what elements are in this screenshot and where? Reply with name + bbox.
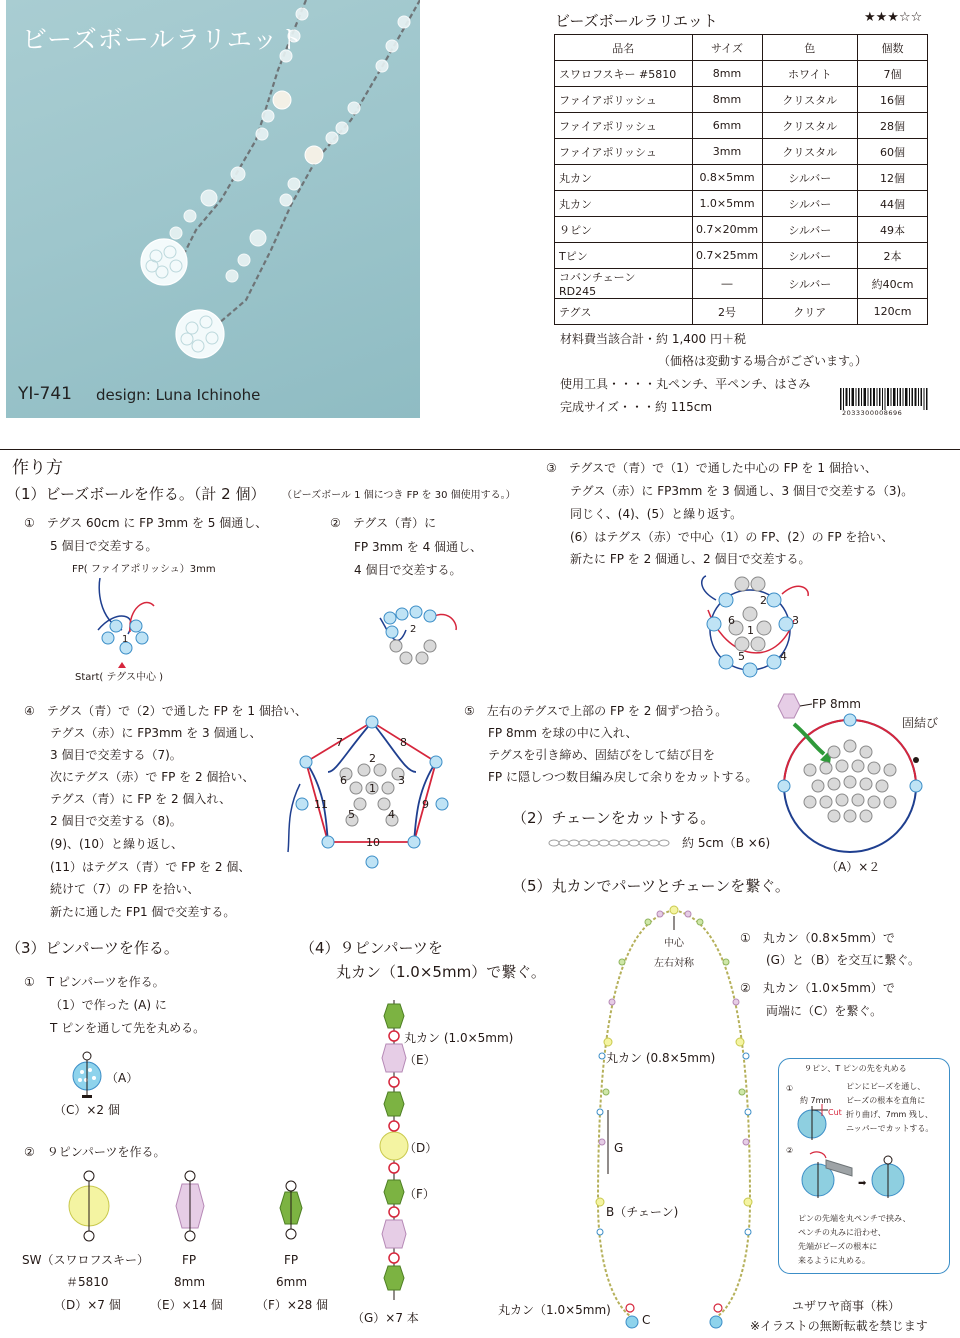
diagram-num: 4 bbox=[780, 650, 787, 663]
sec5-step1-line2: (G）と（B）を交互に繋ぐ。 bbox=[766, 953, 920, 967]
howto-heading: 作り方 bbox=[12, 458, 63, 478]
cell-qty: 28個 bbox=[858, 113, 928, 139]
fp8-size: 8mm bbox=[174, 1275, 206, 1289]
cell-qty: 49本 bbox=[858, 217, 928, 243]
cell-name: テグス bbox=[555, 299, 693, 325]
cell-size: 0.7×20mm bbox=[692, 217, 762, 243]
materials-table bbox=[554, 34, 928, 325]
diagram-num: 8 bbox=[400, 736, 407, 749]
g-label: G bbox=[614, 1141, 624, 1155]
info-num2: ② bbox=[786, 1146, 794, 1155]
step4-diagram bbox=[286, 712, 456, 872]
d-count: （D）×7 個 bbox=[54, 1298, 121, 1312]
product-code: YI-741 bbox=[18, 384, 72, 404]
a-times-2: （A）×２ bbox=[826, 860, 881, 874]
fp6-size: 6mm bbox=[276, 1275, 308, 1289]
sec4-title-line2: 丸カン（1.0×5mm）で繋ぐ。 bbox=[336, 963, 546, 981]
cell-qty: 2本 bbox=[858, 243, 928, 269]
knot-label: 固結び bbox=[902, 716, 939, 730]
step2-line1: ② テグス（青）に bbox=[330, 516, 437, 530]
cell-qty: 12個 bbox=[858, 165, 928, 191]
fp6-bead-part-icon bbox=[274, 1180, 308, 1240]
pattern-title: ビーズボールラリエット bbox=[555, 12, 718, 30]
start-label: Start( テグス中心 ) bbox=[75, 672, 164, 683]
info-text1-line3: 折り曲げ、7mm 残し、 bbox=[846, 1110, 933, 1119]
fp8-bead-part-icon bbox=[170, 1170, 210, 1242]
step4-line7: (9)、(10）と繰り返し、 bbox=[50, 837, 183, 851]
cell-qty: 120cm bbox=[858, 299, 928, 325]
e-label: （E） bbox=[404, 1053, 436, 1067]
material-cost: 材料費当該合計・約 1,400 円＋税 bbox=[560, 332, 746, 346]
cell-size: 0.8×5mm bbox=[692, 165, 762, 191]
diagram-num: 1 bbox=[747, 624, 754, 637]
b-chain-label: B（チェーン) bbox=[606, 1205, 679, 1219]
table-header-row bbox=[555, 35, 928, 61]
step3-diagram bbox=[686, 570, 826, 682]
f-label: （F） bbox=[404, 1187, 435, 1201]
cell-size: 0.7×25mm bbox=[692, 243, 762, 269]
step1-diagram bbox=[88, 578, 168, 670]
step2-line3: 4 個目で交差する。 bbox=[354, 563, 462, 577]
symmetric-label: 左右対称 bbox=[654, 958, 694, 969]
table-row bbox=[555, 165, 928, 191]
sw-number: ＃5810 bbox=[66, 1275, 109, 1289]
cell-name: ９ピン bbox=[555, 217, 693, 243]
info-num1: ① bbox=[786, 1084, 794, 1093]
table-row bbox=[555, 87, 928, 113]
diagram-num: 2 bbox=[410, 624, 417, 635]
cell-color: シルバー bbox=[762, 191, 858, 217]
step4-line3: 3 個目で交差する（7)。 bbox=[50, 748, 182, 762]
a-label: （A） bbox=[106, 1071, 139, 1085]
cell-color: クリスタル bbox=[762, 139, 858, 165]
cell-color: クリア bbox=[762, 299, 858, 325]
copyright-notice: ※イラストの無断転載を禁じます bbox=[750, 1319, 928, 1333]
sec3-title: （3）ピンパーツを作る。 bbox=[6, 939, 179, 957]
diagram-num: 5 bbox=[738, 650, 745, 663]
table-row bbox=[555, 243, 928, 269]
c-label: （C）×2 個 bbox=[54, 1103, 120, 1117]
table-row bbox=[555, 269, 928, 299]
step4-line10: 新たに通した FP1 個で交差する。 bbox=[50, 905, 236, 919]
step5-line3: テグスを引き締め、固結びをして結び目を bbox=[488, 748, 715, 762]
sec5-title: （5）丸カンでパーツとチェーンを繋ぐ。 bbox=[512, 877, 790, 895]
cell-color: シルバー bbox=[762, 165, 858, 191]
cell-size: 8mm bbox=[692, 87, 762, 113]
sec3-step1-line1: ① T ピンパーツを作る。 bbox=[24, 975, 165, 989]
fp-label: FP( ファイアポリッシュ）3mm bbox=[72, 564, 216, 575]
diagram-num: 1 bbox=[122, 634, 129, 645]
info-text1-line2: ビーズの根本を直角に bbox=[846, 1096, 926, 1105]
product-photo bbox=[6, 0, 420, 418]
cell-name: Tピン bbox=[555, 243, 693, 269]
step4-line6: 2 個目で交差する（8)。 bbox=[50, 814, 182, 828]
cell-name: 丸カン bbox=[555, 165, 693, 191]
fp8-label: FP 8mm bbox=[812, 697, 861, 711]
step3-line5: 新たに FP を 2 個通し、2 個目で交差する。 bbox=[570, 552, 811, 566]
cell-qty: 7個 bbox=[858, 61, 928, 87]
cell-qty: 16個 bbox=[858, 87, 928, 113]
step3-line3: 同じく、(4)、(5）と繰り返す。 bbox=[570, 507, 743, 521]
cell-name: 丸カン bbox=[555, 191, 693, 217]
diagram-num: 6 bbox=[340, 774, 347, 787]
info-title: ９ピン、T ピンの先を丸める bbox=[804, 1064, 907, 1073]
sw-name: SW（スワロフスキー） bbox=[22, 1253, 150, 1267]
cell-qty: 60個 bbox=[858, 139, 928, 165]
tools-used: 使用工具・・・・丸ペンチ、平ペンチ、はさみ bbox=[560, 377, 811, 391]
step2-line2: FP 3mm を 4 個通し、 bbox=[354, 540, 483, 554]
d-label: （D） bbox=[404, 1141, 438, 1155]
diagram-num: 11 bbox=[314, 798, 328, 811]
ring-label: 丸カン (1.0×5mm) bbox=[404, 1031, 514, 1045]
step3-line1: ③ テグスで（青）で（1）で通した中心の FP を 1 個拾い、 bbox=[546, 461, 877, 475]
cell-color: シルバー bbox=[762, 243, 858, 269]
fp6-name: FP bbox=[284, 1253, 299, 1267]
diagram-num: 3 bbox=[398, 774, 405, 787]
cell-size: 1.0×5mm bbox=[692, 191, 762, 217]
cell-color: クリスタル bbox=[762, 87, 858, 113]
step2-diagram bbox=[376, 596, 466, 676]
pin-loop-icon bbox=[796, 1150, 916, 1204]
barcode-icon bbox=[840, 388, 930, 410]
info-text2-line2: ペンチの丸みに沿わせ、 bbox=[798, 1228, 886, 1237]
c-end-label: C bbox=[642, 1313, 651, 1327]
info-text2-line4: 来るように丸める。 bbox=[798, 1256, 870, 1265]
step1-line1: ① テグス 60cm に FP 3mm を 5 個通し、 bbox=[24, 516, 268, 530]
info-text2-line1: ピンの先端を丸ペンチで挟み、 bbox=[798, 1214, 911, 1223]
barcode-number: 2033300008696 bbox=[842, 409, 903, 417]
sec2-title: （2）チェーンをカットする。 bbox=[512, 809, 716, 827]
sw-bead-part-icon bbox=[66, 1170, 112, 1242]
step4-line1: ④ テグス（青）で（2）で通した FP を 1 個拾い、 bbox=[24, 704, 307, 718]
table-row bbox=[555, 61, 928, 87]
step3-line2: テグス（赤）に FP3mm を 3 個通し、3 個目で交差する（3)。 bbox=[570, 484, 914, 498]
company-name: ユザワヤ商事（株） bbox=[792, 1299, 901, 1313]
cell-size: 6mm bbox=[692, 113, 762, 139]
cell-size: ― bbox=[692, 269, 762, 299]
finished-size: 完成サイズ・・・約 115cm bbox=[560, 400, 713, 414]
info-text1-line4: ニッパーでカットする。 bbox=[846, 1124, 934, 1133]
diagram-num: 10 bbox=[366, 836, 380, 849]
diagram-num: 2 bbox=[369, 752, 376, 765]
info-cut: Cut bbox=[828, 1108, 842, 1117]
cell-name: スワロフスキー #5810 bbox=[555, 61, 693, 87]
t-pin-part-icon bbox=[70, 1050, 104, 1102]
sec3-step2: ② ９ピンパーツを作る。 bbox=[24, 1145, 166, 1159]
diagram-num: 3 bbox=[792, 614, 799, 627]
sec1-title: （1）ビーズボールを作る。（計 2 個） bbox=[6, 485, 266, 503]
info-length: 約 7mm bbox=[800, 1096, 832, 1105]
col-header-qty: 個数 bbox=[858, 35, 928, 61]
photo-title: ビーズボールラリエット bbox=[22, 25, 305, 54]
ring08-label: 丸カン (0.8×5mm) bbox=[606, 1051, 716, 1065]
cell-color: ホワイト bbox=[762, 61, 858, 87]
cell-size: 3mm bbox=[692, 139, 762, 165]
table-row bbox=[555, 217, 928, 243]
col-header-name: 品名 bbox=[555, 35, 693, 61]
step4-line8: (11）はテグス（青）で FP を 2 個、 bbox=[50, 860, 251, 874]
cell-name: ファイアポリッシュ bbox=[555, 139, 693, 165]
diagram-num: 6 bbox=[728, 614, 735, 627]
table-row bbox=[555, 191, 928, 217]
cell-name: ファイアポリッシュ bbox=[555, 113, 693, 139]
table-row bbox=[555, 113, 928, 139]
f-count: （F）×28 個 bbox=[256, 1298, 329, 1312]
sec3-step1-line2: （1）で作った (A) に bbox=[50, 998, 167, 1012]
cell-size: 8mm bbox=[692, 61, 762, 87]
lariat-illustration bbox=[6, 0, 420, 418]
step5-line4: FP に隠しつつ数目編み戻して余りをカットする。 bbox=[488, 770, 758, 784]
step3-line4: (6）はテグス（赤）で中心（1）の FP、(2）の FP を拾い、 bbox=[570, 530, 894, 544]
cell-size: 2号 bbox=[692, 299, 762, 325]
sec5-step2-line2: 両端に（C）を繋ぐ。 bbox=[766, 1004, 883, 1018]
cell-color: シルバー bbox=[762, 269, 858, 299]
step5-diagram bbox=[770, 686, 930, 856]
step5-line2: FP 8mm を球の中に入れ、 bbox=[488, 726, 638, 740]
cell-name: コバンチェーン RD245 bbox=[555, 269, 693, 299]
ring10-label: 丸カン（1.0×5mm) bbox=[498, 1303, 611, 1317]
diagram-num: 4 bbox=[388, 808, 395, 821]
diagram-num: 1 bbox=[369, 782, 376, 795]
diagram-num: 5 bbox=[348, 808, 355, 821]
cell-qty: 44個 bbox=[858, 191, 928, 217]
price-note: （価格は変動する場合がございます。） bbox=[658, 354, 868, 368]
sec4-title-line1: （4）９ピンパーツを bbox=[300, 939, 443, 957]
sec1-note: （ビーズボール 1 個につき FP を 30 個使用する。） bbox=[282, 490, 516, 501]
sec5-step2-line1: ② 丸カン（1.0×5mm）で bbox=[740, 981, 895, 995]
step4-line5: テグス（青）に FP を 2 個入れ、 bbox=[50, 792, 232, 806]
diagram-num: 9 bbox=[422, 798, 429, 811]
svg-text:➡: ➡ bbox=[858, 1178, 867, 1189]
difficulty-stars: ★★★☆☆ bbox=[864, 10, 923, 25]
g-count: （G）×7 本 bbox=[352, 1311, 419, 1325]
step4-line4: 次にテグス（赤）で FP を 2 個拾い、 bbox=[50, 770, 255, 784]
cell-color: シルバー bbox=[762, 217, 858, 243]
table-row bbox=[555, 299, 928, 325]
step1-line2: 5 個目で交差する。 bbox=[50, 539, 158, 553]
col-header-color: 色 bbox=[762, 35, 858, 61]
step4-line2: テグス（赤）に FP3mm を 3 個通し、 bbox=[50, 726, 262, 740]
e-count: （E）×14 個 bbox=[150, 1298, 223, 1312]
chain-icon bbox=[548, 838, 672, 848]
cell-name: ファイアポリッシュ bbox=[555, 87, 693, 113]
section-divider bbox=[0, 449, 960, 450]
sec3-step1-line3: T ピンを通して先を丸める。 bbox=[50, 1021, 206, 1035]
designer-credit: design: Luna Ichinohe bbox=[96, 386, 261, 404]
diagram-num: 2 bbox=[760, 594, 767, 607]
cell-color: クリスタル bbox=[762, 113, 858, 139]
table-row bbox=[555, 139, 928, 165]
cell-qty: 約40cm bbox=[858, 269, 928, 299]
sec2-note: 約 5cm（B ×6) bbox=[682, 836, 771, 850]
fp8-name: FP bbox=[182, 1253, 197, 1267]
step4-line9: 続けて（7）の FP を拾い、 bbox=[50, 882, 200, 896]
step5-line1: ⑤ 左右のテグスで上部の FP を 2 個ずつ拾う。 bbox=[464, 704, 728, 718]
col-header-size: サイズ bbox=[692, 35, 762, 61]
info-text1-line1: ピンにビーズを通し、 bbox=[846, 1082, 926, 1091]
info-text2-line3: 先端がビーズの根本に bbox=[798, 1242, 878, 1251]
pin-cut-icon bbox=[792, 1100, 838, 1142]
sec5-step1-line1: ① 丸カン（0.8×5mm）で bbox=[740, 931, 895, 945]
diagram-num: 7 bbox=[336, 736, 343, 749]
center-label: 中心 bbox=[664, 938, 684, 949]
